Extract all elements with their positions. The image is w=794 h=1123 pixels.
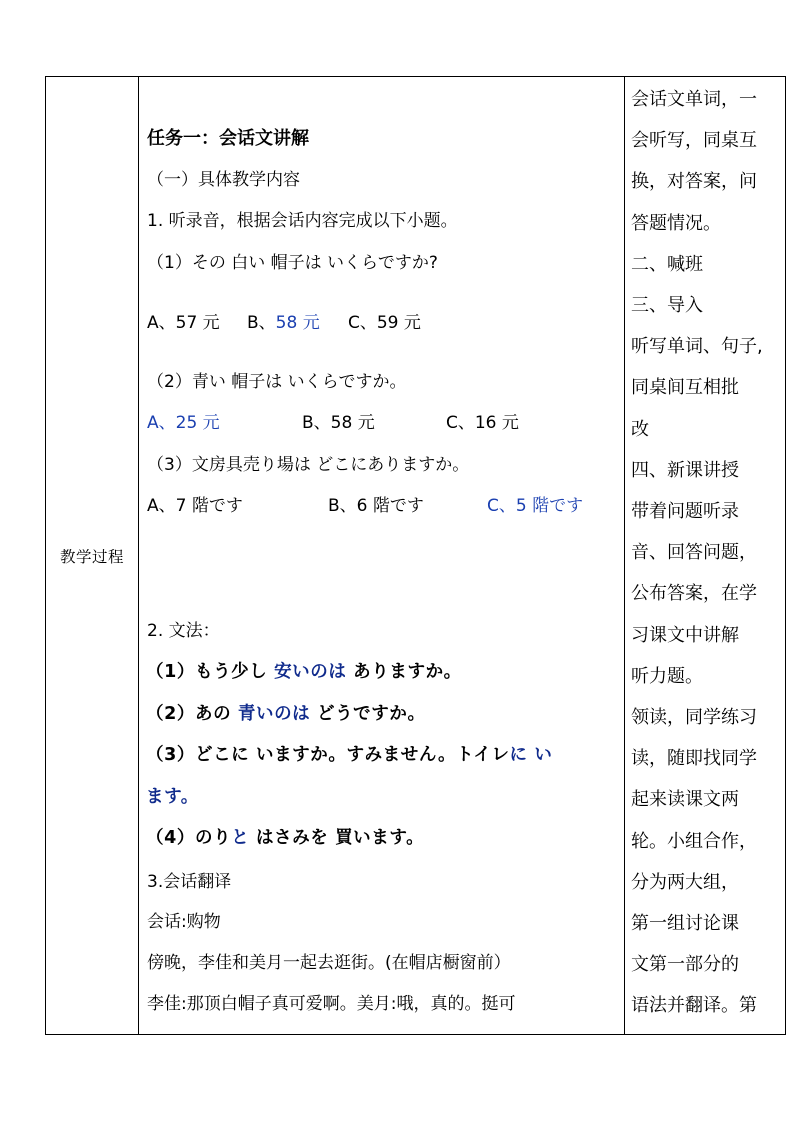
note-line: 二、喊班 xyxy=(631,253,703,275)
dialog-title: 会话:购物 xyxy=(147,912,221,932)
note-line: 带着问题听录 xyxy=(631,501,739,522)
question-1: （1）その 白い 帽子は いくらですか? xyxy=(147,253,438,273)
grammar-4-highlight: と xyxy=(231,828,250,848)
note-line: 三、导入 xyxy=(631,295,703,316)
lesson-plan-table xyxy=(45,76,786,1035)
translate-title: 3.会话翻译 xyxy=(147,872,232,892)
note-line: 文第一部分的 xyxy=(631,954,739,976)
note-line: 读，随即找同学 xyxy=(631,748,757,770)
q3-option-b: B、6 階です xyxy=(328,496,424,516)
q2-option-b: B、58 元 xyxy=(302,413,375,433)
note-line: 改 xyxy=(631,418,649,440)
q1-option-a: A、57 元 xyxy=(147,313,220,333)
note-line: 分为两大组， xyxy=(631,871,739,893)
note-line: 语法并翻译。第 xyxy=(631,995,757,1017)
task-title: 任务一：会话文讲解 xyxy=(147,128,309,149)
grammar-3: （3）どこに いますか。すみません。トイレに い xyxy=(146,745,553,765)
note-line: 换，对答案，问 xyxy=(631,171,757,193)
note-line: 听写单词、句子, xyxy=(631,336,763,358)
q1-option-c: C、59 元 xyxy=(348,313,421,333)
grammar-title: 2. 文法： xyxy=(147,621,220,641)
note-line: 音、回答问题， xyxy=(631,542,757,564)
note-line: 领读，同学练习 xyxy=(631,707,757,728)
note-line: 轮。小组合作， xyxy=(631,830,757,852)
process-label-cell xyxy=(46,77,139,1035)
process-label: 教学过程 xyxy=(59,547,124,566)
grammar-2: （2）あの 青いのは どうですか。 xyxy=(146,704,426,724)
q2-option-a: A、25 元 xyxy=(147,413,220,433)
note-line: 答题情况。 xyxy=(631,212,721,234)
q1-option-b: B、58 元 xyxy=(247,313,320,333)
note-line: 听力题。 xyxy=(631,665,703,687)
dialog-line: 李佳:那顶白帽子真可爱啊。美月:哦，真的。挺可 xyxy=(147,994,516,1014)
notes-cell xyxy=(625,77,786,1035)
note-line: 会听写，同桌互 xyxy=(631,130,757,152)
question-3: （3）文房具売り場は どこにありますか。 xyxy=(147,455,470,475)
grammar-1-highlight: 安いのは xyxy=(274,662,347,682)
note-line: 同桌间互相批 xyxy=(631,377,739,399)
note-line: 第一组讨论课 xyxy=(631,913,739,934)
note-line: 起来读课文两 xyxy=(631,789,739,811)
note-line: 会话文单词，一 xyxy=(631,89,757,110)
dialog-scene: 傍晚，李佳和美月一起去逛街。(在帽店橱窗前） xyxy=(147,953,511,973)
q2-option-c: C、16 元 xyxy=(446,413,519,433)
grammar-2-highlight: 青いのは xyxy=(237,704,311,724)
grammar-3-highlight: に い xyxy=(509,745,553,765)
question-intro: 1. 听录音，根据会话内容完成以下小题。 xyxy=(147,211,458,231)
note-line: 四、新课讲授 xyxy=(631,459,739,481)
q3-option-c: C、5 階です xyxy=(487,496,584,516)
grammar-1: （1）もう少し 安いのは ありますか。 xyxy=(146,662,462,682)
note-line: 公布答案，在学 xyxy=(631,583,757,605)
q3-option-a: A、7 階です xyxy=(147,496,243,516)
question-2: （2）青い 帽子は いくらですか。 xyxy=(147,372,407,392)
grammar-3-continued: ます。 xyxy=(146,787,199,807)
note-line: 习课文中讲解 xyxy=(631,624,739,646)
sub-title: （一）具体教学内容 xyxy=(147,170,300,190)
grammar-4: （4）のりと はさみを 買います。 xyxy=(146,828,425,848)
content-cell xyxy=(139,77,625,1035)
q1-option-b-value: 58 元 xyxy=(275,313,320,333)
